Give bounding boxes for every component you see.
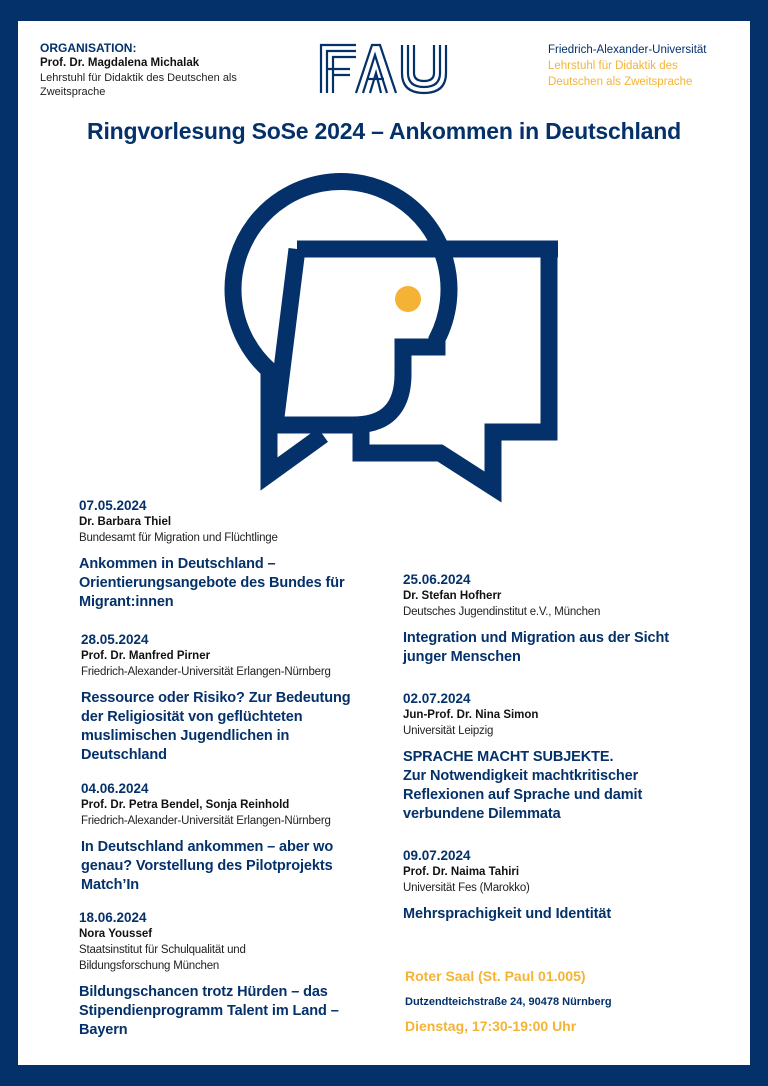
chair-name bbox=[548, 58, 718, 90]
event-speaker: Dr. Barbara Thiel bbox=[79, 516, 172, 528]
event-item bbox=[403, 571, 703, 667]
event-title: In Deutschland ankommen – aber wo genau? Vorstellung des Pilotprojekts Match’In bbox=[81, 839, 334, 893]
event-title-line-1: SPRACHE MACHT SUBJEKTE. bbox=[403, 749, 614, 765]
speech-bubbles-head-icon bbox=[213, 169, 558, 509]
event-institution: Deutsches Jugendinstitut e.V., München bbox=[403, 606, 601, 618]
event-date: 28.05.2024 bbox=[81, 632, 149, 647]
event-title: Mehrsprachigkeit und Identität bbox=[403, 906, 612, 922]
event-date: 07.05.2024 bbox=[79, 498, 147, 513]
event-speaker: Dr. Stefan Hofherr bbox=[403, 590, 502, 602]
event-institution: Friedrich-Alexander-Universität Erlangen-Nürnberg bbox=[81, 666, 331, 678]
page-title: Ringvorlesung SoSe 2024 – Ankommen in Deutschland bbox=[87, 118, 681, 144]
event-institution: Universität Fes (Marokko) bbox=[403, 882, 530, 894]
chair-line-2: Deutschen als Zweitsprache bbox=[548, 76, 693, 88]
event-title-line-2: Zur Notwendigkeit machtkritischer Reflexionen auf Sprache und damit verbundene Dilemmata bbox=[403, 768, 643, 822]
event-item bbox=[81, 631, 381, 765]
venue: Roter Saal (St. Paul 01.005) bbox=[405, 968, 586, 984]
event-title: Integration und Migration aus der Sicht junger Menschen bbox=[403, 630, 669, 665]
event-date: 25.06.2024 bbox=[403, 572, 471, 587]
event-date: 09.07.2024 bbox=[403, 848, 471, 863]
event-item bbox=[79, 497, 379, 612]
event-institution: Staatsinstitut für Schulqualität und Bildungsforschung München bbox=[79, 944, 246, 972]
event-item bbox=[79, 909, 379, 1040]
event-date: 04.06.2024 bbox=[81, 781, 149, 796]
event-institution: Bundesamt für Migration und Flüchtlinge bbox=[79, 532, 278, 544]
event-institution: Universität Leipzig bbox=[403, 725, 494, 737]
event-title: Bildungschancen trotz Hürden – das Stipendienprogramm Talent im Land – Bayern bbox=[79, 984, 339, 1038]
university-name: Friedrich-Alexander-Universität bbox=[548, 44, 707, 56]
event-title bbox=[403, 748, 663, 824]
event-title: Ankommen in Deutschland – Orientierungsangebote des Bundes für Migrant:innen bbox=[79, 556, 345, 610]
event-item bbox=[403, 847, 703, 924]
fau-logo-icon bbox=[318, 43, 450, 95]
event-speaker: Prof. Dr. Manfred Pirner bbox=[81, 650, 211, 662]
event-time: Dienstag, 17:30-19:00 Uhr bbox=[405, 1018, 577, 1034]
event-item bbox=[403, 690, 703, 824]
event-speaker: Nora Youssef bbox=[79, 928, 153, 940]
event-date: 18.06.2024 bbox=[79, 910, 147, 925]
event-item bbox=[81, 780, 381, 895]
event-speaker: Prof. Dr. Naima Tahiri bbox=[403, 866, 520, 878]
event-speaker: Jun-Prof. Dr. Nina Simon bbox=[403, 709, 539, 721]
organiser-name: Prof. Dr. Magdalena Michalak bbox=[40, 57, 200, 69]
chair-line-1: Lehrstuhl für Didaktik des bbox=[548, 60, 678, 72]
event-speaker: Prof. Dr. Petra Bendel, Sonja Reinhold bbox=[81, 799, 290, 811]
organisation-label: ORGANISATION: bbox=[40, 41, 137, 55]
event-date: 02.07.2024 bbox=[403, 691, 471, 706]
organiser-chair: Lehrstuhl für Didaktik des Deutschen als Zweitsprache bbox=[40, 72, 237, 98]
address: Dutzendteichstraße 24, 90478 Nürnberg bbox=[405, 996, 612, 1008]
poster-panel bbox=[18, 21, 750, 1065]
event-title: Ressource oder Risiko? Zur Bedeutung der Religiosität von geflüchteten muslimischen Jugendlichen in Deutschland bbox=[81, 690, 351, 763]
event-institution: Friedrich-Alexander-Universität Erlangen-Nürnberg bbox=[81, 815, 331, 827]
